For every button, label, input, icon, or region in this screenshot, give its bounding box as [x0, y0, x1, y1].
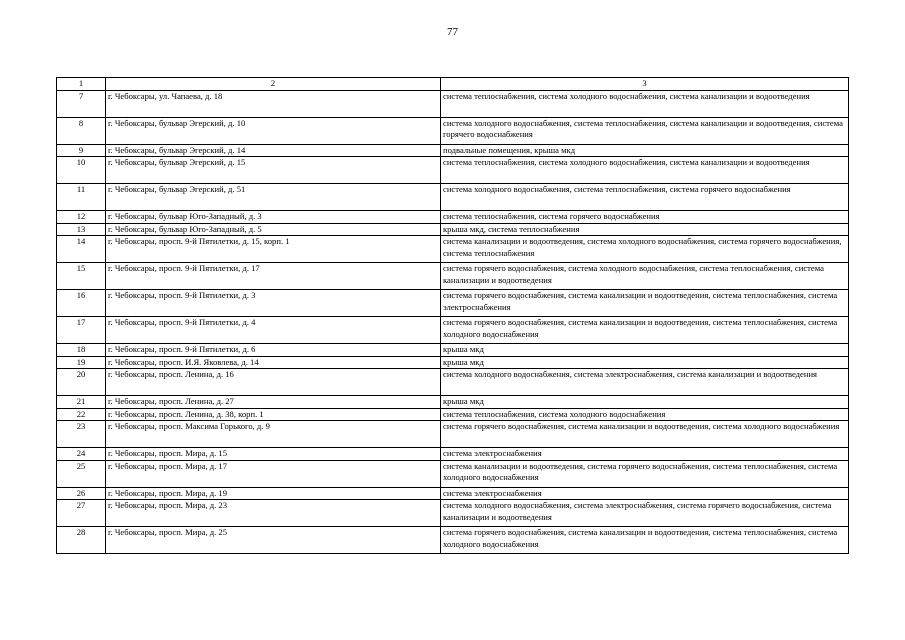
row-number-cell: 26 [57, 487, 106, 500]
address-cell: г. Чебоксары, просп. 9-й Пятилетки, д. 6 [106, 344, 441, 357]
address-cell: г. Чебоксары, бульвар Эгерский, д. 51 [106, 184, 441, 211]
registry-table [56, 77, 849, 554]
address-cell: г. Чебоксары, бульвар Эгерский, д. 14 [106, 144, 441, 157]
column-header-1: 1 [57, 78, 106, 91]
row-number-cell: 19 [57, 356, 106, 369]
systems-cell: система теплоснабжения, система горячего водоснабжения [441, 211, 849, 224]
systems-cell: система теплоснабжения, система холодного водоснабжения [441, 408, 849, 421]
row-number-cell: 22 [57, 408, 106, 421]
address-cell: г. Чебоксары, просп. 9-й Пятилетки, д. 15, корп. 1 [106, 236, 441, 263]
systems-cell: система электроснабжения [441, 448, 849, 461]
row-number-cell: 11 [57, 184, 106, 211]
systems-cell: система теплоснабжения, система холодного водоснабжения, система канализации и водоотведения [441, 90, 849, 117]
row-number-cell: 25 [57, 460, 106, 487]
systems-cell: система горячего водоснабжения, система канализации и водоотведения, система теплоснабжения, система электроснабжения [441, 290, 849, 317]
table-row [57, 527, 849, 554]
row-number-cell: 15 [57, 263, 106, 290]
table-row [57, 144, 849, 157]
table-row [57, 500, 849, 527]
address-cell: г. Чебоксары, просп. Ленина, д. 16 [106, 369, 441, 396]
table-row [57, 369, 849, 396]
table-row [57, 448, 849, 461]
address-cell: г. Чебоксары, просп. 9-й Пятилетки, д. 17 [106, 263, 441, 290]
table-row [57, 223, 849, 236]
address-cell: г. Чебоксары, просп. Ленина, д. 27 [106, 396, 441, 409]
systems-cell: система горячего водоснабжения, система канализации и водоотведения, система теплоснабжения, система холодного водоснабжения [441, 527, 849, 554]
address-cell: г. Чебоксары, просп. Мира, д. 15 [106, 448, 441, 461]
table-row [57, 487, 849, 500]
address-cell: г. Чебоксары, ул. Чапаева, д. 18 [106, 90, 441, 117]
table-row [57, 184, 849, 211]
table-row [57, 117, 849, 144]
table-row [57, 356, 849, 369]
systems-cell: система холодного водоснабжения, система теплоснабжения, система горячего водоснабжения [441, 184, 849, 211]
row-number-cell: 17 [57, 317, 106, 344]
systems-cell: система теплоснабжения, система холодного водоснабжения, система канализации и водоотведения [441, 157, 849, 184]
address-cell: г. Чебоксары, просп. Мира, д. 25 [106, 527, 441, 554]
address-cell: г. Чебоксары, просп. Ленина, д. 38, корп. 1 [106, 408, 441, 421]
systems-cell: подвальные помещения, крыша мкд [441, 144, 849, 157]
row-number-cell: 13 [57, 223, 106, 236]
table-row [57, 211, 849, 224]
systems-cell: крыша мкд [441, 344, 849, 357]
table-row [57, 344, 849, 357]
page-number: 77 [447, 26, 458, 38]
row-number-cell: 24 [57, 448, 106, 461]
systems-cell: крыша мкд [441, 396, 849, 409]
row-number-cell: 28 [57, 527, 106, 554]
table-row [57, 236, 849, 263]
table-row [57, 396, 849, 409]
row-number-cell: 18 [57, 344, 106, 357]
address-cell: г. Чебоксары, просп. Мира, д. 23 [106, 500, 441, 527]
systems-cell: крыша мкд, система теплоснабжения [441, 223, 849, 236]
table-row [57, 263, 849, 290]
table-row [57, 317, 849, 344]
table-row [57, 408, 849, 421]
row-number-cell: 10 [57, 157, 106, 184]
address-cell: г. Чебоксары, бульвар Юго-Западный, д. 3 [106, 211, 441, 224]
systems-cell: система холодного водоснабжения, система электроснабжения, система горячего водоснабжения, система канализации и водоотведения [441, 500, 849, 527]
systems-cell: система канализации и водоотведения, система холодного водоснабжения, система горячего водоснабжения, система теплоснабжения [441, 236, 849, 263]
table-row [57, 421, 849, 448]
address-cell: г. Чебоксары, просп. И.Я. Яковлева, д. 14 [106, 356, 441, 369]
systems-cell: система электроснабжения [441, 487, 849, 500]
row-number-cell: 9 [57, 144, 106, 157]
systems-cell: система горячего водоснабжения, система канализации и водоотведения, система теплоснабжения, система холодного водоснабжения [441, 317, 849, 344]
address-cell: г. Чебоксары, просп. Мира, д. 17 [106, 460, 441, 487]
systems-cell: система канализации и водоотведения, система горячего водоснабжения, система теплоснабжения, система холодного водоснабжения [441, 460, 849, 487]
table-body [57, 78, 849, 554]
systems-cell: система холодного водоснабжения, система электроснабжения, система канализации и водоотведения [441, 369, 849, 396]
address-cell: г. Чебоксары, просп. Максима Горького, д. 9 [106, 421, 441, 448]
column-header-2: 2 [106, 78, 441, 91]
row-number-cell: 8 [57, 117, 106, 144]
address-cell: г. Чебоксары, бульвар Эгерский, д. 10 [106, 117, 441, 144]
address-cell: г. Чебоксары, бульвар Юго-Западный, д. 5 [106, 223, 441, 236]
table-row [57, 290, 849, 317]
address-cell: г. Чебоксары, просп. 9-й Пятилетки, д. 3 [106, 290, 441, 317]
row-number-cell: 23 [57, 421, 106, 448]
address-cell: г. Чебоксары, просп. Мира, д. 19 [106, 487, 441, 500]
table-row [57, 90, 849, 117]
systems-cell: система горячего водоснабжения, система канализации и водоотведения, система холодного водоснабжения [441, 421, 849, 448]
systems-cell: система горячего водоснабжения, система холодного водоснабжения, система теплоснабжения, система канализации и водоотведения [441, 263, 849, 290]
row-number-cell: 20 [57, 369, 106, 396]
column-header-3: 3 [441, 78, 849, 91]
row-number-cell: 12 [57, 211, 106, 224]
row-number-cell: 7 [57, 90, 106, 117]
table-row [57, 460, 849, 487]
table-row [57, 157, 849, 184]
row-number-cell: 16 [57, 290, 106, 317]
address-cell: г. Чебоксары, бульвар Эгерский, д. 15 [106, 157, 441, 184]
row-number-cell: 14 [57, 236, 106, 263]
systems-cell: система холодного водоснабжения, система теплоснабжения, система канализации и водоотведения, система горячего водоснабжения [441, 117, 849, 144]
row-number-cell: 27 [57, 500, 106, 527]
address-cell: г. Чебоксары, просп. 9-й Пятилетки, д. 4 [106, 317, 441, 344]
systems-cell: крыша мкд [441, 356, 849, 369]
table-header-row [57, 78, 849, 91]
row-number-cell: 21 [57, 396, 106, 409]
